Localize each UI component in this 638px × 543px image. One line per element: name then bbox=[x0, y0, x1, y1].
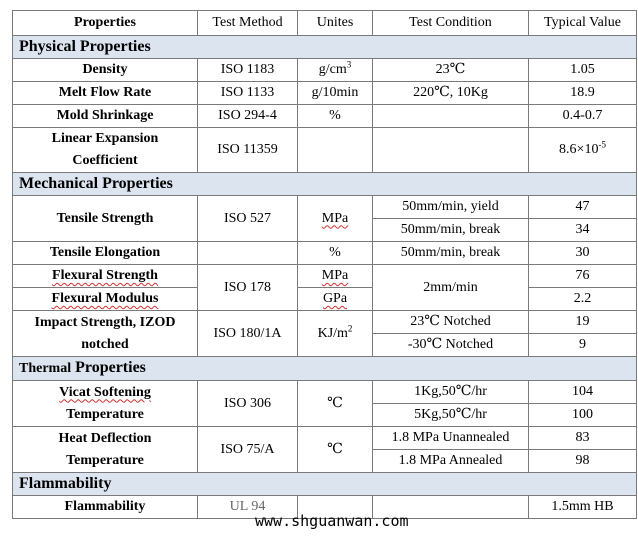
header-test-condition: Test Condition bbox=[373, 11, 529, 36]
value-flammability: 1.5mm HB bbox=[529, 496, 637, 519]
unit-flex-modulus: GPa bbox=[298, 288, 373, 311]
cond-expansion bbox=[373, 128, 529, 173]
value-flex-modulus: 2.2 bbox=[529, 288, 637, 311]
unit-mfr: g/10min bbox=[298, 82, 373, 105]
cond-tensile-yield: 50mm/min, yield bbox=[373, 196, 529, 219]
table-row bbox=[13, 242, 637, 265]
properties-table bbox=[12, 10, 637, 519]
table-row bbox=[13, 196, 637, 219]
prop-flex-strength: Flexural Strength bbox=[13, 265, 198, 288]
method-density: ISO 1183 bbox=[198, 59, 298, 82]
prop-flex-modulus: Flexural Modulus bbox=[13, 288, 198, 311]
method-hdt: ISO 75/A bbox=[198, 427, 298, 473]
table-row bbox=[13, 381, 637, 404]
method-mfr: ISO 1133 bbox=[198, 82, 298, 105]
value-tensile-break: 34 bbox=[529, 219, 637, 242]
cond-density: 23℃ bbox=[373, 59, 529, 82]
section-title-thermal: Thermal Properties bbox=[13, 357, 637, 381]
value-impact-23: 19 bbox=[529, 311, 637, 334]
unit-expansion bbox=[298, 128, 373, 173]
value-flex-strength: 76 bbox=[529, 265, 637, 288]
header-row bbox=[13, 11, 637, 36]
value-tensile-yield: 47 bbox=[529, 196, 637, 219]
section-title-mechanical: Mechanical Properties bbox=[13, 173, 637, 196]
method-vicat: ISO 306 bbox=[198, 381, 298, 427]
cond-hdt-unannealed: 1.8 MPa Unannealed bbox=[373, 427, 529, 450]
section-title-physical: Physical Properties bbox=[13, 36, 637, 59]
cond-vicat-5kg: 5Kg,50℃/hr bbox=[373, 404, 529, 427]
value-elongation: 30 bbox=[529, 242, 637, 265]
table-row bbox=[13, 59, 637, 82]
table-row bbox=[13, 265, 637, 288]
table-row bbox=[13, 128, 637, 173]
header-test-method: Test Method bbox=[198, 11, 298, 36]
method-flex: ISO 178 bbox=[198, 265, 298, 311]
method-tensile: ISO 527 bbox=[198, 196, 298, 242]
unit-hdt: ℃ bbox=[298, 427, 373, 473]
cond-mfr: 220℃, 10Kg bbox=[373, 82, 529, 105]
prop-tensile: Tensile Strength bbox=[13, 196, 198, 242]
value-vicat-1kg: 104 bbox=[529, 381, 637, 404]
prop-shrink: Mold Shrinkage bbox=[13, 105, 198, 128]
table-row bbox=[13, 82, 637, 105]
unit-shrink: % bbox=[298, 105, 373, 128]
value-mfr: 18.9 bbox=[529, 82, 637, 105]
unit-density: $g/cm^3$ bbox=[298, 59, 373, 82]
prop-mfr: Melt Flow Rate bbox=[13, 82, 198, 105]
prop-elongation: Tensile Elongation bbox=[13, 242, 198, 265]
header-typical-value: Typical Value bbox=[529, 11, 637, 36]
table-row bbox=[13, 311, 637, 334]
method-impact: ISO 180/1A bbox=[198, 311, 298, 357]
value-expansion: $8.6\times 10^{-5}$ bbox=[529, 128, 637, 173]
watermark-text: www.shguanwan.com bbox=[255, 512, 409, 530]
method-shrink: ISO 294-4 bbox=[198, 105, 298, 128]
unit-vicat: ℃ bbox=[298, 381, 373, 427]
cond-impact-23: 23℃ Notched bbox=[373, 311, 529, 334]
value-impact-minus30: 9 bbox=[529, 334, 637, 357]
header-unites: Unites bbox=[298, 11, 373, 36]
section-flammability bbox=[13, 473, 637, 496]
unit-flex-strength: MPa bbox=[298, 265, 373, 288]
value-density: 1.05 bbox=[529, 59, 637, 82]
value-vicat-5kg: 100 bbox=[529, 404, 637, 427]
value-hdt-unannealed: 83 bbox=[529, 427, 637, 450]
prop-hdt: Heat Deflection Temperature bbox=[13, 427, 198, 473]
table-row bbox=[13, 288, 637, 311]
cond-hdt-annealed: 1.8 MPa Annealed bbox=[373, 450, 529, 473]
value-shrink: 0.4-0.7 bbox=[529, 105, 637, 128]
prop-impact: Impact Strength, IZOD notched bbox=[13, 311, 198, 357]
cond-flex: 2mm/min bbox=[373, 265, 529, 311]
cond-elongation: 50mm/min, break bbox=[373, 242, 529, 265]
unit-tensile: MPa bbox=[298, 196, 373, 242]
table-row bbox=[13, 427, 637, 450]
method-expansion: ISO 11359 bbox=[198, 128, 298, 173]
prop-expansion: Linear Expansion Coefficient bbox=[13, 128, 198, 173]
unit-impact: $KJ/m^2$ bbox=[298, 311, 373, 357]
table-row bbox=[13, 105, 637, 128]
unit-elongation: % bbox=[298, 242, 373, 265]
cond-impact-minus30: -30℃ Notched bbox=[373, 334, 529, 357]
header-properties: Properties bbox=[13, 11, 198, 36]
method-elongation bbox=[198, 242, 298, 265]
value-hdt-annealed: 98 bbox=[529, 450, 637, 473]
method-flammability: UL 94 bbox=[198, 496, 298, 519]
section-physical bbox=[13, 36, 637, 59]
section-title-flammability: Flammability bbox=[13, 473, 637, 496]
cond-tensile-break: 50mm/min, break bbox=[373, 219, 529, 242]
prop-density: Density bbox=[13, 59, 198, 82]
cond-shrink bbox=[373, 105, 529, 128]
section-mechanical bbox=[13, 173, 637, 196]
section-thermal bbox=[13, 357, 637, 381]
prop-flammability: Flammability bbox=[13, 496, 198, 519]
prop-vicat: Vicat Softening Temperature bbox=[13, 381, 198, 427]
cond-vicat-1kg: 1Kg,50℃/hr bbox=[373, 381, 529, 404]
